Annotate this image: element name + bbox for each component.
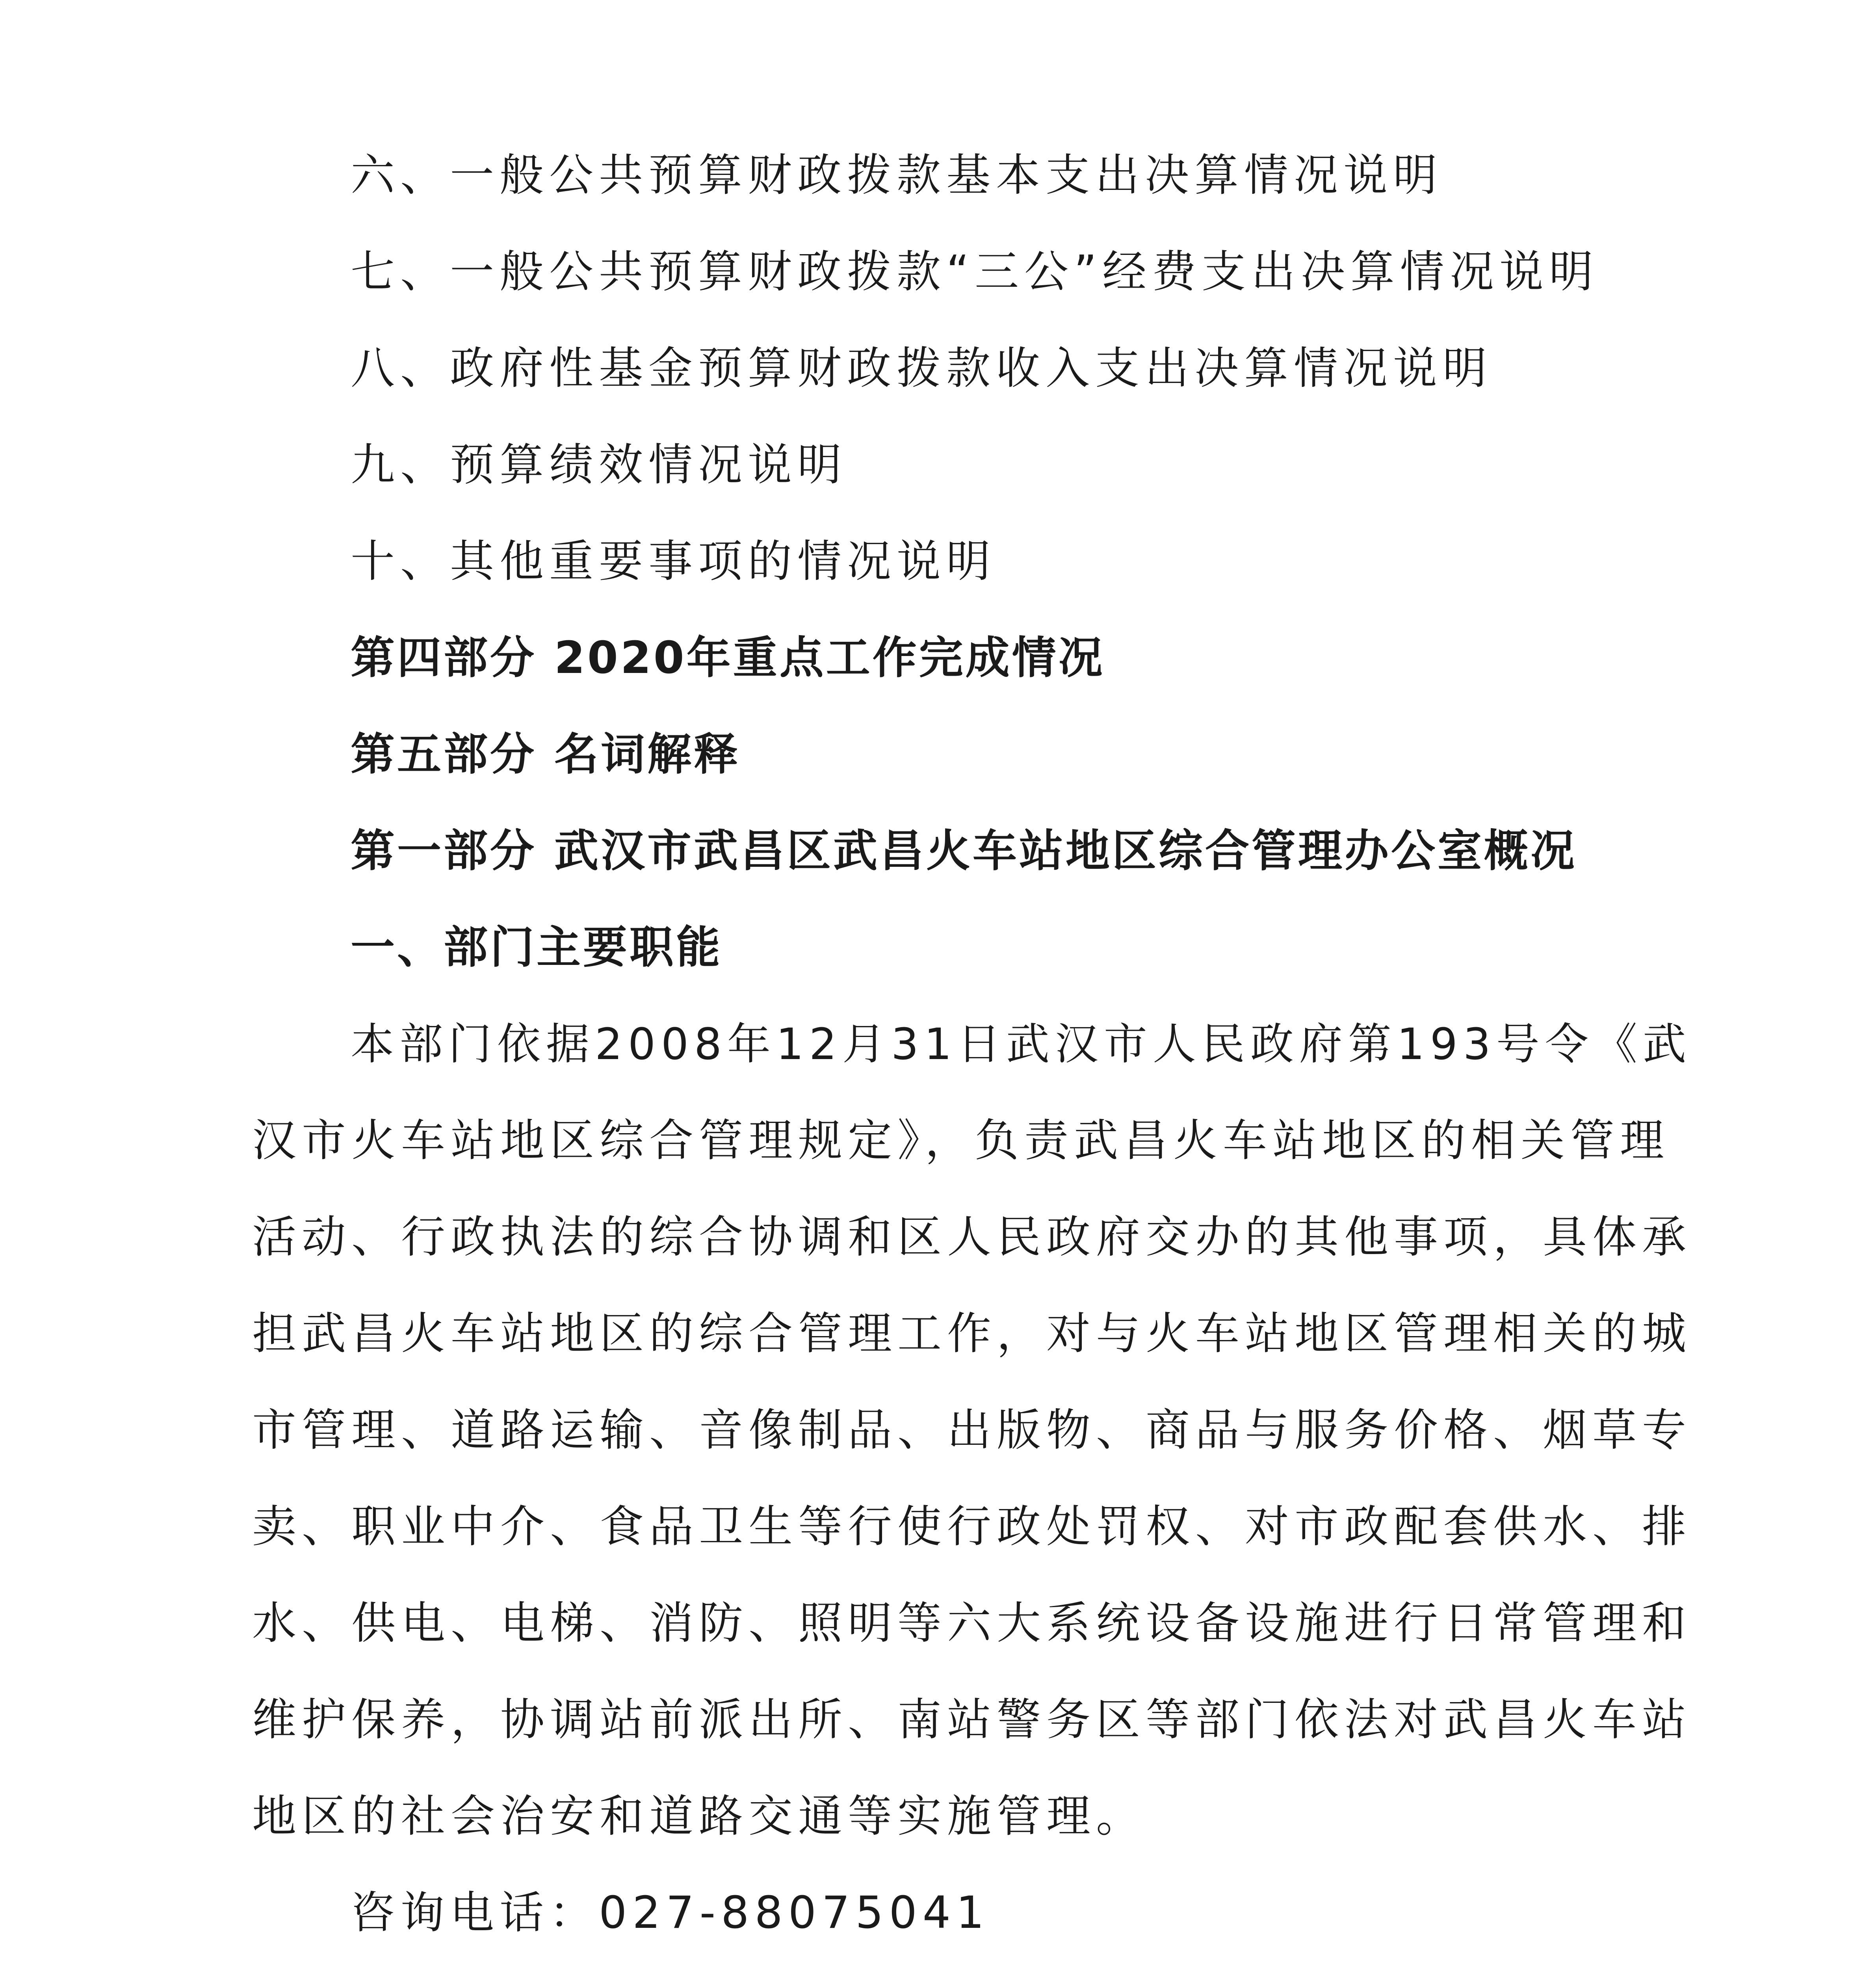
paragraph-line: 维护保养，协调站前派出所、南站警务区等部门依法对武昌火车站 <box>252 1694 1692 1745</box>
toc-item-6: 六、一般公共预算财政拨款基本支出决算情况说明 <box>351 150 1443 201</box>
paragraph-line: 地区的社会治安和道路交通等实施管理。 <box>252 1791 1146 1842</box>
paragraph-line: 担武昌火车站地区的综合管理工作，对与火车站地区管理相关的城 <box>252 1308 1692 1359</box>
paragraph-line: 活动、行政执法的综合协调和区人民政府交办的其他事项，具体承 <box>252 1212 1692 1263</box>
toc-item-9: 九、预算绩效情况说明 <box>351 439 847 491</box>
toc-item-7: 七、一般公共预算财政拨款“三公”经费支出决算情况说明 <box>351 246 1599 297</box>
toc-item-10: 十、其他重要事项的情况说明 <box>351 536 996 587</box>
toc-part-4: 第四部分 2020年重点工作完成情况 <box>351 632 1105 684</box>
part-1-heading: 第一部分 武汉市武昌区武昌火车站地区综合管理办公室概况 <box>351 825 1577 877</box>
paragraph-line: 本部门依据2008年12月31日武汉市人民政府第193号令《武 <box>351 1019 1692 1069</box>
toc-part-5: 第五部分 名词解释 <box>351 729 740 780</box>
paragraph-line: 卖、职业中介、食品卫生等行使行政处罚权、对市政配套供水、排 <box>252 1501 1692 1552</box>
paragraph-line: 市管理、道路运输、音像制品、出版物、商品与服务价格、烟草专 <box>252 1405 1692 1456</box>
section-1-heading: 一、部门主要职能 <box>351 922 723 973</box>
paragraph-line: 汉市火车站地区综合管理规定》，负责武昌火车站地区的相关管理 <box>252 1115 1670 1166</box>
paragraph-line: 水、供电、电梯、消防、照明等六大系统设备设施进行日常管理和 <box>252 1598 1692 1649</box>
toc-item-8: 八、政府性基金预算财政拨款收入支出决算情况说明 <box>351 343 1492 394</box>
contact-phone: 咨询电话：027-88075041 <box>351 1887 990 1938</box>
